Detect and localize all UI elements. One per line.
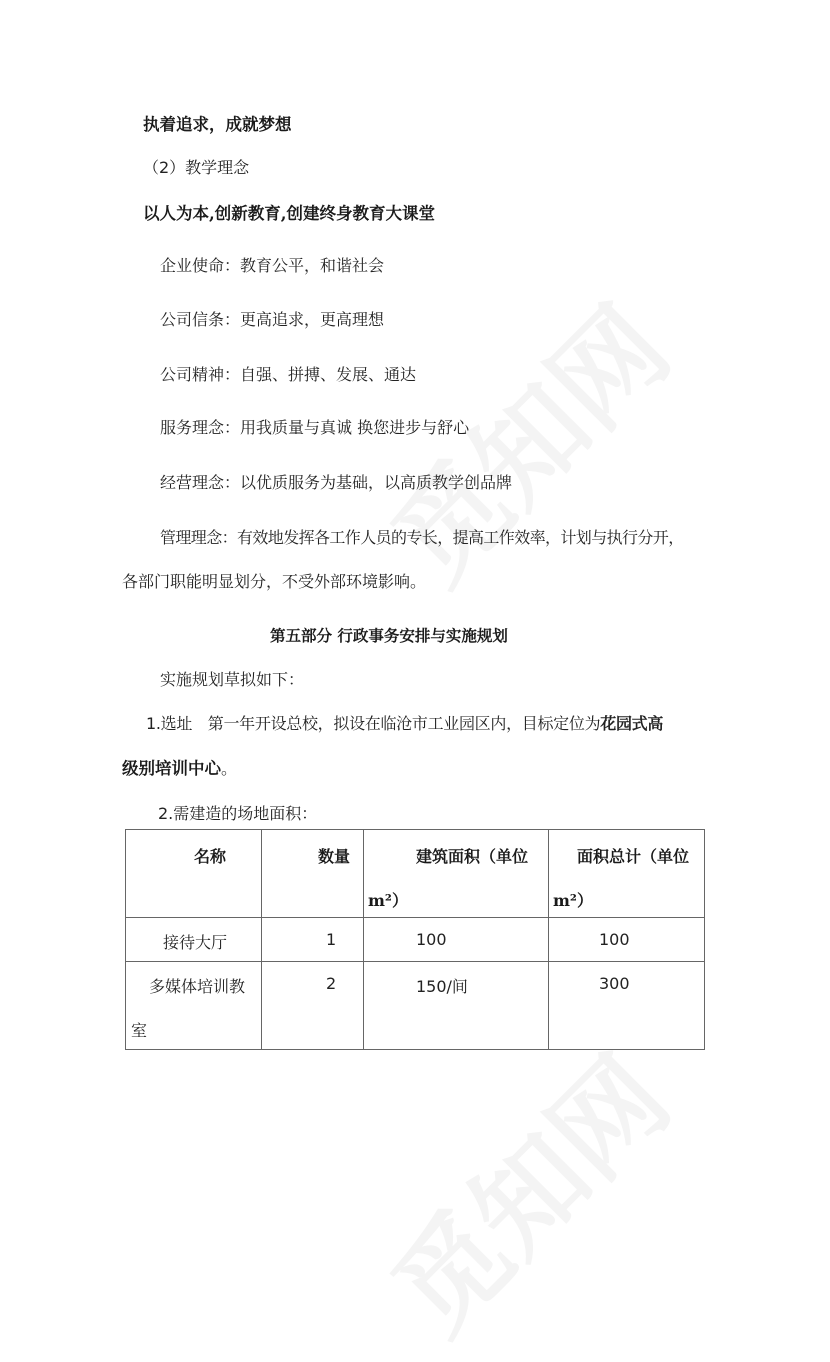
header-building-area-line1: 建筑面积（单位 (416, 847, 529, 866)
header-building-area-line2: m²） (368, 891, 408, 910)
header-cell-name (126, 830, 262, 918)
cell-total-area (549, 918, 705, 962)
table-header-row (126, 830, 705, 918)
row-building-area: 100 (416, 930, 447, 949)
row-name: 接待大厅 (163, 933, 228, 952)
management-concept-line1: 管理理念：有效地发挥各工作人员的专长，提高工作效率，计划与执行分开， (160, 528, 684, 547)
row-building-area: 150/间 (416, 977, 468, 996)
site-selection-text: 1.选址 第一年开设总校，拟设在临沧市工业园区内，目标定位为 (146, 714, 601, 733)
site-target-bold: 花园式高 (600, 714, 664, 733)
cell-quantity (262, 918, 364, 962)
table-row (126, 918, 705, 962)
service-concept: 服务理念：用我质量与真诚 换您进步与舒心 (160, 418, 470, 437)
header-quantity: 数量 (318, 847, 351, 866)
area-heading: 2.需建造的场地面积： (158, 804, 318, 823)
plan-intro: 实施规划草拟如下： (160, 670, 305, 689)
mission: 企业使命：教育公平，和谐社会 (160, 256, 385, 275)
site-selection-line1 (146, 713, 663, 735)
table-row (126, 962, 705, 1050)
cell-building-area (364, 918, 549, 962)
header-total-area-line2: m²） (553, 891, 593, 910)
cell-building-area (364, 962, 549, 1050)
part5-title: 第五部分 行政事务安排与实施规划 (270, 626, 508, 645)
row-total-area: 100 (599, 930, 630, 949)
site-period: 。 (221, 759, 238, 778)
watermark (352, 1016, 697, 1361)
motto: 执着追求，成就梦想 (143, 115, 292, 134)
row-name-line1: 多媒体培训教 (149, 977, 246, 996)
header-name: 名称 (194, 847, 227, 866)
teaching-concept: 以人为本,创新教育,创建终身教育大课堂 (143, 204, 435, 223)
row-total-area: 300 (599, 974, 630, 993)
header-cell-building-area (364, 830, 549, 918)
header-cell-total-area (549, 830, 705, 918)
cell-total-area (549, 962, 705, 1050)
row-quantity: 2 (326, 974, 337, 993)
area-table (125, 829, 705, 1050)
creed: 公司信条：更高追求，更高理想 (160, 310, 385, 329)
header-cell-quantity (262, 830, 364, 918)
site-selection-line2 (122, 758, 237, 780)
row-quantity: 1 (326, 930, 337, 949)
site-target-bold-cont: 级别培训中心 (122, 759, 221, 778)
header-total-area-line1: 面积总计（单位 (577, 847, 690, 866)
cell-quantity (262, 962, 364, 1050)
cell-name (126, 962, 262, 1050)
section-heading: （2）教学理念 (143, 158, 250, 177)
spirit: 公司精神：自强、拼搏、发展、通达 (160, 365, 417, 384)
operation-concept: 经营理念：以优质服务为基础，以高质教学创品牌 (160, 473, 513, 492)
cell-name (126, 918, 262, 962)
management-concept-line2: 各部门职能明显划分，不受外部环境影响。 (122, 572, 427, 591)
watermark (352, 266, 697, 611)
row-name-line2: 室 (131, 1021, 148, 1040)
